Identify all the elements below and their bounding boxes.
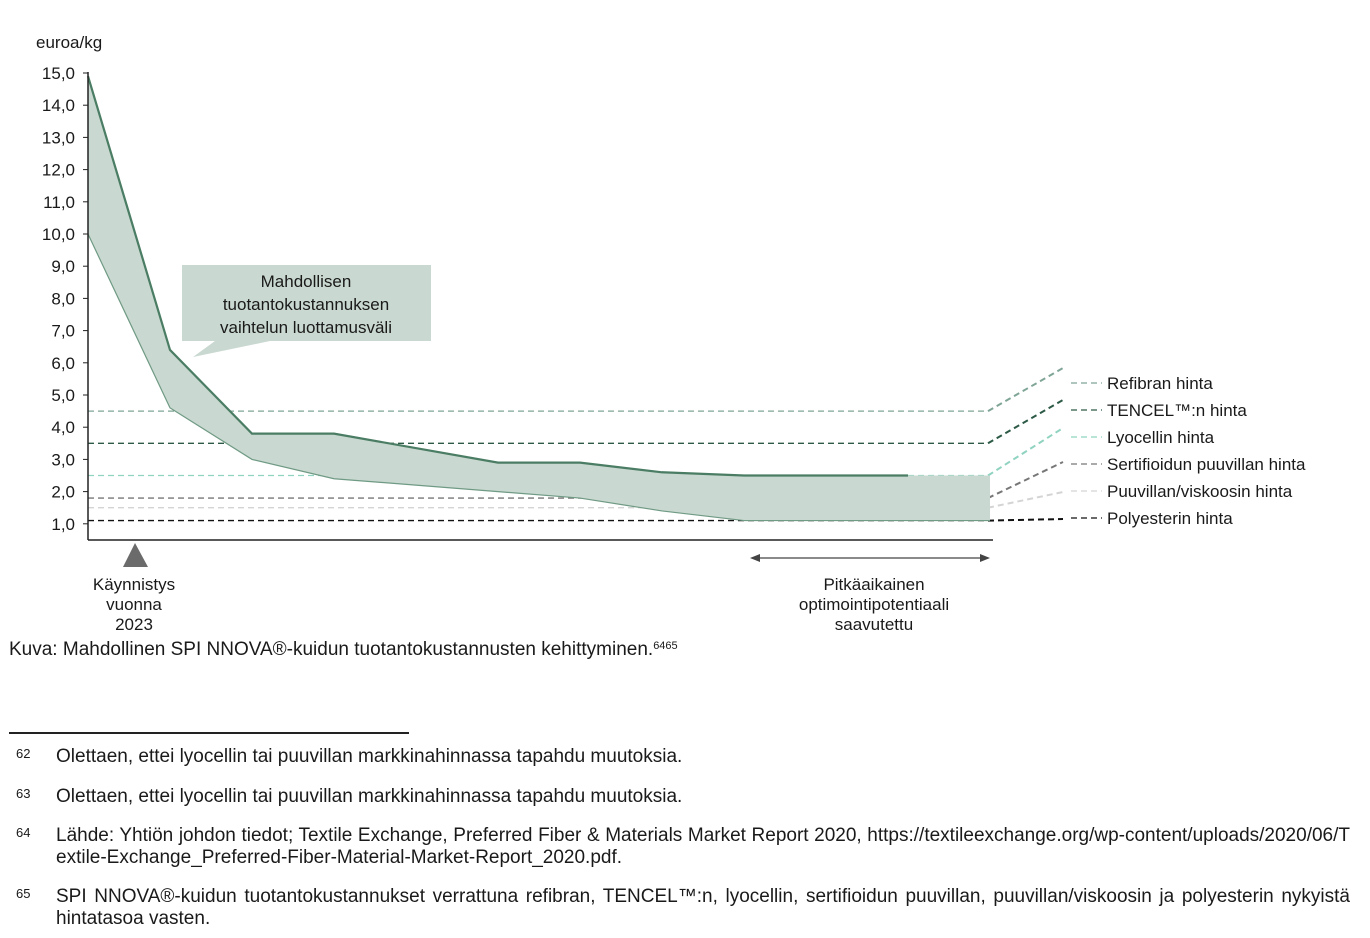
- y-tick-label: 6,0: [51, 353, 75, 373]
- footnote-text: Lähde: Yhtiön johdon tiedot; Textile Exchange, Preferred Fiber & Materials Market Report 2020, https://textileexchange.org/wp-content/uploads/2020/06/Textile-Exchange_Preferred-Fiber-Material-Market-Report_2020.pdf.: [56, 825, 1350, 868]
- legend-label: Refibran hinta: [1107, 374, 1213, 393]
- footnote-64: [16, 825, 1350, 869]
- y-tick-label: 15,0: [41, 64, 75, 83]
- reference-line-trend: [988, 400, 1063, 443]
- reference-line-trend: [988, 368, 1063, 411]
- caption-text: Kuva: Mahdollinen SPI NNOVA®-kuidun tuotantokustannusten kehittyminen.: [9, 639, 654, 660]
- y-tick-label: 3,0: [51, 450, 75, 470]
- callout-text: vaihtelun luottamusväli: [220, 318, 392, 337]
- callout-text: Mahdollisen: [260, 272, 352, 291]
- long-term-label: optimointipotentiaali: [798, 595, 950, 614]
- start-label: 2023: [115, 615, 153, 634]
- figure-caption: [9, 639, 678, 661]
- y-tick-label: 7,0: [51, 321, 75, 341]
- y-tick-label: 9,0: [51, 257, 75, 277]
- y-axis-label: euroa/kg: [36, 33, 103, 52]
- y-tick-label: 2,0: [51, 482, 75, 502]
- y-tick-label: 13,0: [41, 128, 75, 148]
- footnote-number: 63: [16, 786, 31, 801]
- y-tick-label: 4,0: [51, 418, 75, 438]
- y-tick-label: 5,0: [51, 386, 75, 405]
- y-tick-label: 11,0: [43, 192, 75, 212]
- footnote-62: [16, 746, 1350, 768]
- reference-line-trend: [988, 492, 1063, 508]
- legend-label: Puuvillan/viskoosin hinta: [1107, 482, 1293, 501]
- footnote-number: 62: [16, 746, 31, 761]
- footnote-divider: [9, 732, 409, 734]
- footnote-text: SPI NNOVA®-kuidun tuotantokustannukset verrattuna refibran, TENCEL™:n, lyocellin, sertifioidun puuvillan, puuvillan/viskoosin ja polyesterin nykyistä hintatasoa vasten.: [56, 886, 1350, 929]
- callout-pointer: [193, 341, 270, 357]
- long-term-label: saavutettu: [834, 615, 914, 634]
- y-tick-label: 8,0: [51, 289, 75, 309]
- y-tick-label: 14,0: [41, 96, 75, 116]
- legend-label: Lyocellin hinta: [1107, 428, 1215, 447]
- footnote-number: 64: [16, 825, 31, 840]
- y-tick-label: 10,0: [41, 225, 75, 244]
- start-label: Käynnistys: [92, 575, 176, 594]
- arrow-head-right: [980, 554, 990, 562]
- legend-label: Polyesterin hinta: [1107, 509, 1233, 528]
- footnote-text: Olettaen, ettei lyocellin tai puuvillan markkinahinnassa tapahdu muutoksia.: [56, 746, 683, 767]
- legend-label: TENCEL™:n hinta: [1107, 401, 1247, 420]
- y-tick-label: 1,0: [51, 514, 75, 534]
- callout-text: tuotantokustannuksen: [222, 295, 390, 314]
- footnote-text: Olettaen, ettei lyocellin tai puuvillan markkinahinnassa tapahdu muutoksia.: [56, 786, 683, 807]
- caption-refs: 6465: [653, 640, 678, 652]
- start-marker: [123, 543, 148, 567]
- arrow-head-left: [750, 554, 760, 562]
- footnote-65: [16, 886, 1350, 930]
- footnote-63: [16, 786, 1350, 808]
- long-term-label: Pitkäaikainen: [823, 575, 925, 594]
- reference-line-trend: [988, 519, 1063, 521]
- y-tick-label: 12,0: [41, 160, 75, 180]
- start-label: vuonna: [106, 595, 162, 614]
- footnote-number: 65: [16, 886, 31, 901]
- legend-label: Sertifioidun puuvillan hinta: [1107, 455, 1306, 474]
